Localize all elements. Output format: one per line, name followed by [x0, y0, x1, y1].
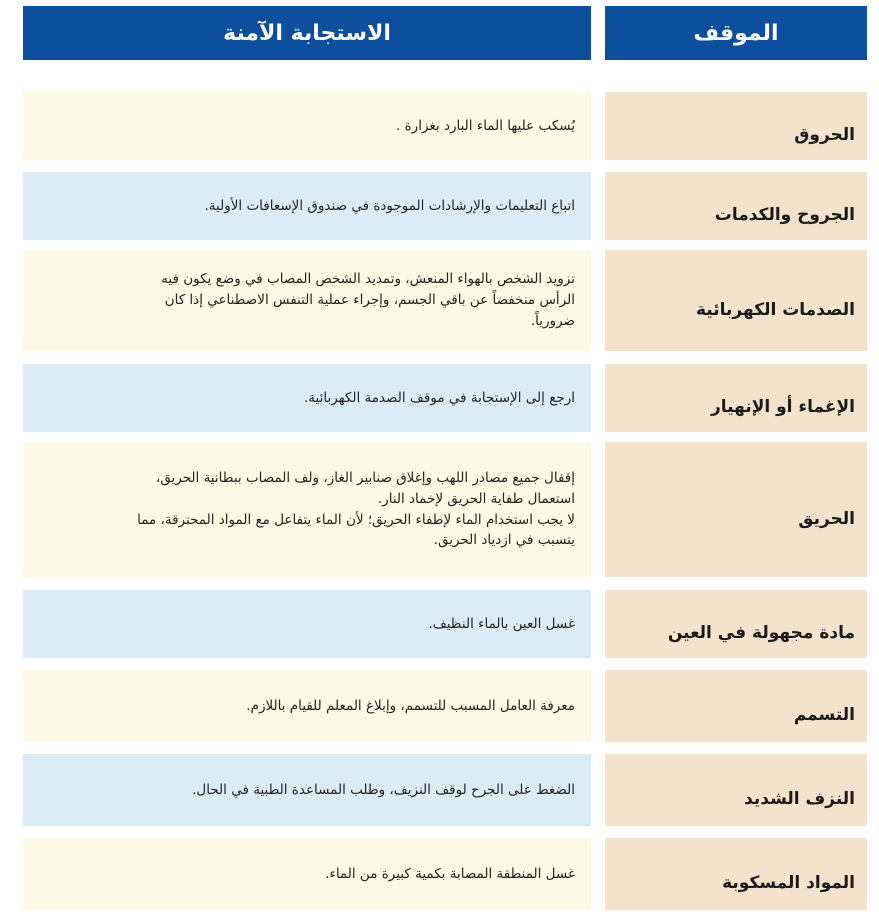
situation-cell: الحريق [605, 442, 867, 577]
situation-cell: الإغماء أو الإنهيار [605, 364, 867, 432]
table-row [0, 442, 879, 577]
response-cell [23, 250, 591, 351]
table-row [0, 754, 879, 826]
response-text: اتباع التعليمات والإرشادات الموجودة في صندوق الإسعافات الأولية. [204, 197, 575, 214]
response-cell [23, 442, 591, 577]
situation-cell: الحروق [605, 92, 867, 160]
situation-column-header: الموقف [605, 6, 867, 60]
table-row [0, 364, 879, 432]
response-text: غسل العين بالماء النظيف. [428, 615, 575, 632]
response-cell [23, 92, 591, 160]
table-row [0, 590, 879, 658]
table-row [0, 92, 879, 160]
situation-cell: المواد المسكوبة [605, 838, 867, 910]
response-cell [23, 590, 591, 658]
table-row [0, 670, 879, 742]
situation-cell: التسمم [605, 670, 867, 742]
response-cell [23, 670, 591, 742]
situation-cell: مادة مجهولة في العين [605, 590, 867, 658]
response-text: ارجع إلى الإستجابة في موقف الصدمة الكهربائية. [303, 389, 575, 406]
response-column-header: الاستجابة الآمنة [23, 6, 591, 60]
response-cell [23, 838, 591, 910]
response-text: غسل المنطقة المصابة بكمية كبيرة من الماء. [325, 865, 575, 882]
response-text: إقفال جميع مصادر اللهب وإغلاق صنابير الغاز، ولف المصاب ببطانية الحريق، استعمال طفاية الحريق لإخماد النار. لا يجب استخدام الماء لإطفاء الحريق؛ لأن الماء يتفاعل مع المواد المحترقة، مما يتسبب في ازدياد الحريق. [137, 469, 575, 549]
response-text: معرفة العامل المسبب للتسمم، وإبلاغ المعلم للقيام باللازم. [246, 697, 575, 714]
response-cell [23, 172, 591, 240]
table-row [0, 838, 879, 910]
response-text: تزويد الشخص بالهواء المنعش، وتمديد الشخص المصاب في وضع يكون فيه الرأس منخفضاً عن باقي الجسم، وإجراء عملية التنفس الاصطناعي إذا كان ضرورياً. [161, 271, 575, 329]
response-cell [23, 754, 591, 826]
situation-cell: النزف الشديد [605, 754, 867, 826]
response-cell [23, 364, 591, 432]
response-text: يُسكب عليها الماء البارد بغزارة . [396, 117, 575, 134]
table-row [0, 250, 879, 351]
situation-cell: الصدمات الكهربائية [605, 250, 867, 351]
table-row [0, 172, 879, 240]
response-text: الضغط على الجرح لوقف النزيف، وطلب المساعدة الطبية في الحال. [192, 781, 575, 798]
situation-cell: الجروح والكدمات [605, 172, 867, 240]
